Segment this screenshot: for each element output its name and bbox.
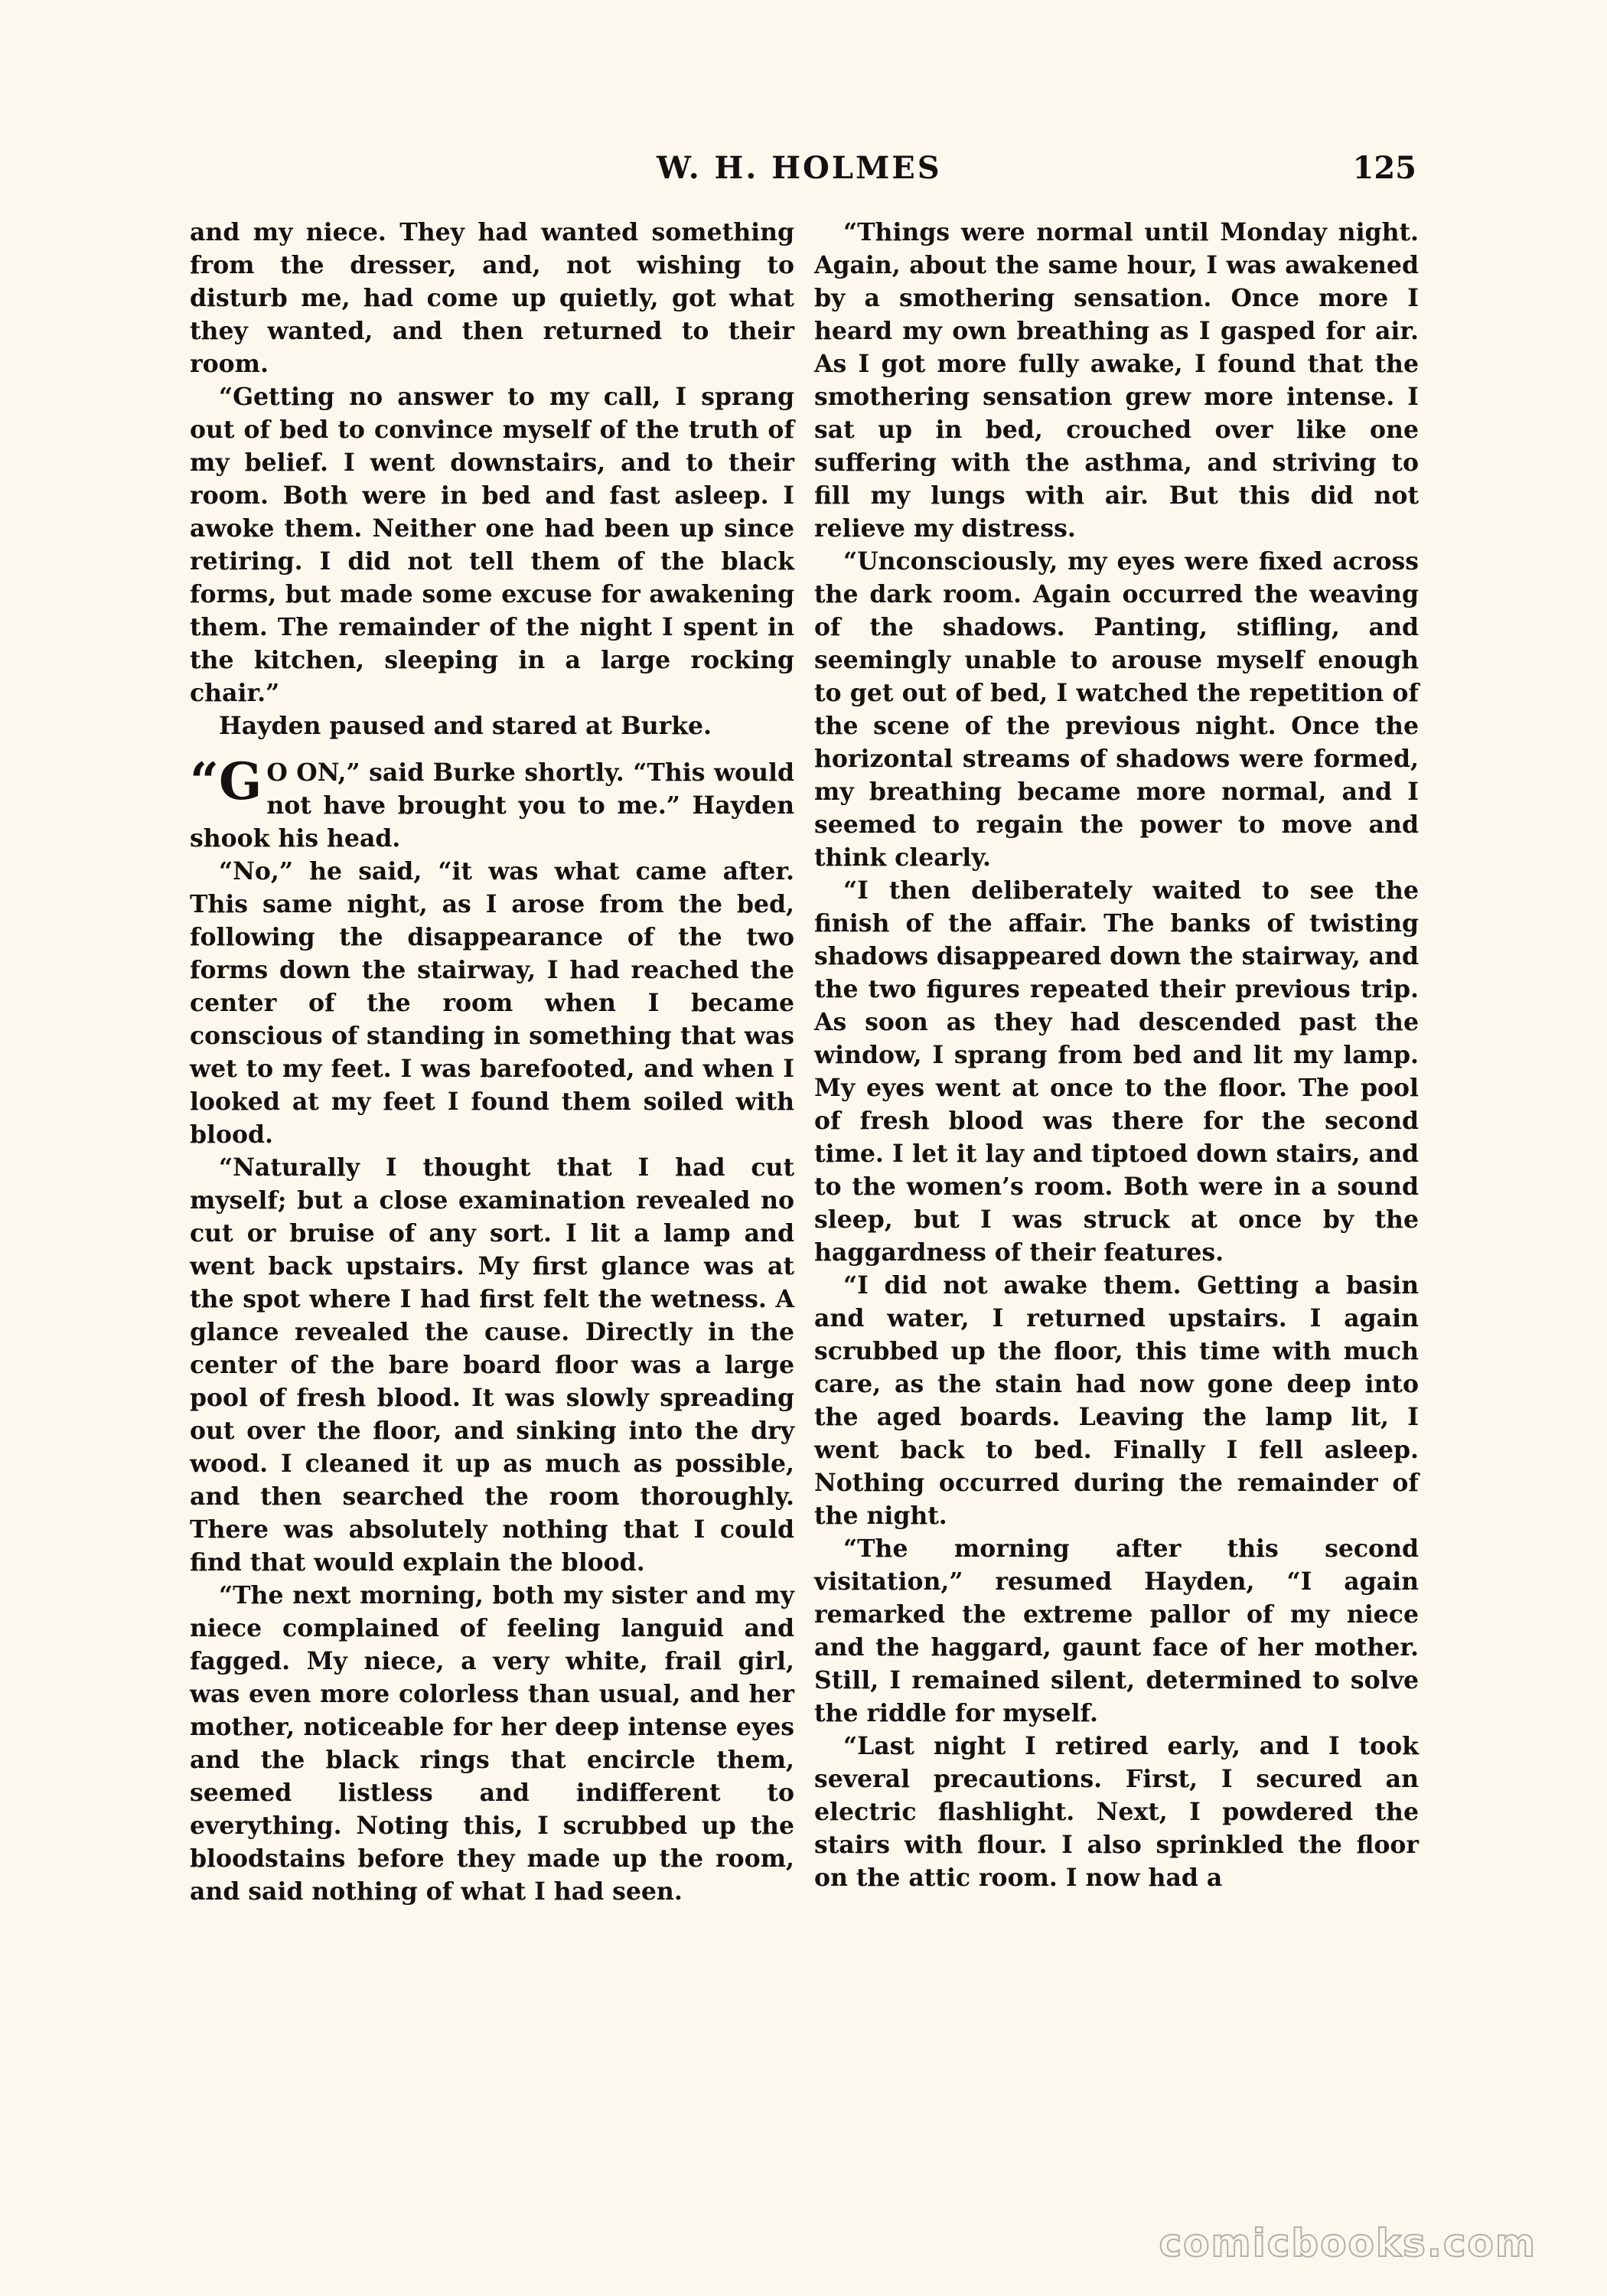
- paragraph: “Unconsciously, my eyes were fixed across the dark room. Again occurred the weaving of the shadows. Panting, stifling, and seemingly unable to arouse myself enough to get out of bed, I watched the repetition of the scene of the previous night. Once the horizontal streams of shadows were formed, my breathing became more normal, and I seemed to regain the power to move and think clearly.: [814, 547, 1419, 872]
- right-column: [814, 216, 1419, 1894]
- drop-cap: “G: [190, 752, 262, 811]
- paragraph: “Getting no answer to my call, I sprang out of bed to convince myself of the truth of my belief. I went downstairs, and to their room. Both were in bed and fast asleep. I awoke them. Neither one had been up since retiring. I did not tell them of the black forms, but made some excuse for awakening them. The remainder of the night I spent in the kitchen, sleeping in a large rocking chair.”: [190, 383, 794, 707]
- paragraph: “I did not awake them. Getting a basin and water, I returned upstairs. I again scrubbed up the floor, this time with much care, as the stain had now gone deep into the aged boards. Leaving the lamp lit, I went back to bed. Finally I fell asleep. Nothing occurred during the remainder of the night.: [814, 1271, 1419, 1530]
- paragraph: and my niece. They had wanted something from the dresser, and, not wishing to disturb me, had come up quietly, got what they wanted, and then returned to their room.: [190, 218, 794, 378]
- paragraph: “Things were normal until Monday night. Again, about the same hour, I was awakened by a smothering sensation. Once more I heard my own breathing as I gasped for air. As I got more fully awake, I found that the smothering sensation grew more intense. I sat up in bed, crouched over like one suffering with the asthma, and striving to fill my lungs with air. But this did not relieve my distress.: [814, 218, 1419, 543]
- page-number: 125: [1352, 150, 1416, 186]
- paragraph-text: O ON,” said Burke shortly. “This would not have brought you to me.” Hayden shook his head.: [190, 758, 794, 853]
- page-header: [190, 145, 1414, 191]
- section-opening-paragraph: [190, 752, 794, 855]
- paragraph: “Naturally I thought that I had cut myself; but a close examination revealed no cut or bruise of any sort. I lit a lamp and went back upstairs. My first glance was at the spot where I had first felt the wetness. A glance revealed the cause. Directly in the center of the bare board floor was a large pool of fresh blood. It was slowly spreading out over the floor, and sinking into the dry wood. I cleaned it up as much as possible, and then searched the room thoroughly. There was absolutely nothing that I could find that would explain the blood.: [190, 1153, 794, 1577]
- paragraph: Hayden paused and stared at Burke.: [219, 712, 712, 740]
- paragraph: “I then deliberately waited to see the finish of the affair. The banks of twisting shadows disappeared down the stairway, and the two figures repeated their previous trip. As soon as they had descended past the window, I sprang from bed and lit my lamp. My eyes went at once to the floor. The pool of fresh blood was there for the second time. I let it lay and tiptoed down stairs, and to the women’s room. Both were in a sound sleep, but I was struck at once by the haggardness of their features.: [814, 876, 1419, 1267]
- paragraph: “The next morning, both my sister and my niece complained of feeling languid and fagged. My niece, a very white, frail girl, was even more colorless than usual, and her mother, noticeable for her deep intense eyes and the black rings that encircle them, seemed listless and indifferent to everything. Noting this, I scrubbed up the bloodstains before they made up the room, and said nothing of what I had seen.: [190, 1581, 794, 1906]
- paragraph: “No,” he said, “it was what came after. This same night, as I arose from the bed, following the disappearance of the two forms down the stairway, I had reached the center of the room when I became conscious of standing in something that was wet to my feet. I was barefooted, and when I looked at my feet I found them soiled with blood.: [190, 857, 794, 1149]
- paragraph: “The morning after this second visitation,” resumed Hayden, “I again remarked the extreme pallor of my niece and the haggard, gaunt face of her mother. Still, I remained silent, determined to solve the riddle for myself.: [814, 1534, 1419, 1727]
- site-watermark: comicbooks.com: [1159, 2221, 1537, 2265]
- running-head: W. H. HOLMES: [657, 150, 942, 186]
- left-column: [190, 216, 794, 1908]
- paragraph: “Last night I retired early, and I took several precautions. First, I secured an electric flashlight. Next, I powdered the stairs with flour. I also sprinkled the floor on the attic room. I now had a: [814, 1732, 1419, 1892]
